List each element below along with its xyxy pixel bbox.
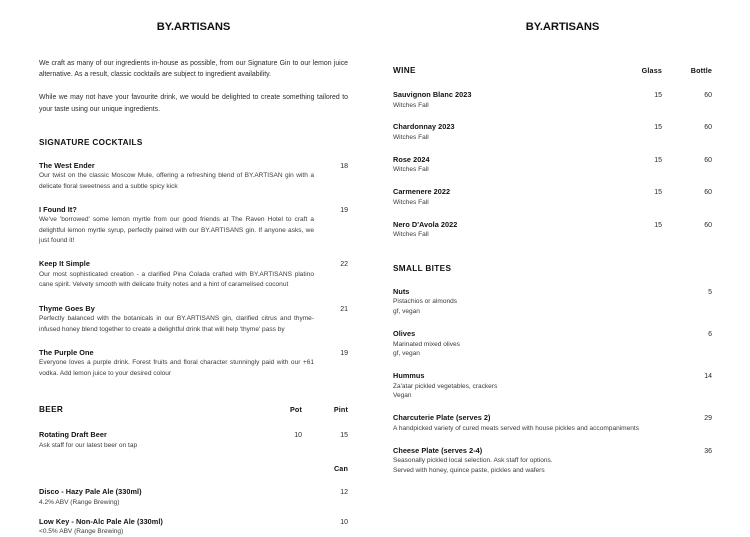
wine-producer: Witches Fall xyxy=(393,133,429,141)
wine-price-bottle: 60 xyxy=(704,124,712,132)
cocktail-price: 18 xyxy=(340,162,348,170)
intro-paragraph-1: We craft as many of our ingredients in-house as possible, from our Signature Gin to our lemon juice alternative. As a result, classic cocktails are subject to ingredient availability. xyxy=(39,60,348,79)
bite-description: Pistachios or almonds xyxy=(393,298,458,306)
bite-description: Seasonally pickled local selection. Ask staff for options. xyxy=(393,457,553,465)
cocktail-name: The West Ender xyxy=(39,160,95,170)
beer-name: Disco - Hazy Pale Ale (330ml) xyxy=(39,487,142,497)
cocktail-description: We've 'borrowed' some lemon myrtle from our good friends at The Raven Hotel to craft a delightful lemon myrtle syrup, perfectly paired with our BY.ARTISANS gin. If anyone asks, we just found it! xyxy=(39,216,314,245)
beer-title-row xyxy=(39,517,348,526)
cocktail-name: Keep It Simple xyxy=(39,259,90,269)
wine-title-row xyxy=(393,122,712,131)
menu-page-left xyxy=(0,0,375,536)
cocktail-title-row xyxy=(39,161,348,170)
column-header-can: Can xyxy=(333,464,348,474)
cocktail-description: Our most sophisticated creation - a clarified Pina Colada crafted with BY.ARTISANS platino cane spirit. Velvety smooth with delicate fruity notes and a hint of caramelised coconut xyxy=(39,270,314,289)
menu-item-beer-can xyxy=(39,517,348,537)
bite-title-row xyxy=(393,329,712,338)
cocktail-description: Everyone loves a purple drink. Forest fruits and floral character stunningly paid with our +61 vodka. Add lemon juice to your desired colour xyxy=(39,359,314,377)
beer-title-row xyxy=(39,487,348,496)
cocktail-name: Thyme Goes By xyxy=(39,303,95,313)
wine-title-row xyxy=(393,155,712,164)
wine-producer: Witches Fall xyxy=(393,101,429,109)
section-heading-small-bites xyxy=(393,264,712,273)
section-heading-signature-cocktails xyxy=(39,138,348,147)
section-heading-wine xyxy=(393,66,712,75)
bite-dietary-tags: gf, vegan xyxy=(393,308,420,316)
bite-name: Cheese Plate (serves 2-4) xyxy=(393,445,483,455)
section-title-text: SMALL BITES xyxy=(393,263,452,273)
menu-item-cocktail xyxy=(39,161,348,192)
bite-dietary-tags: Vegan xyxy=(393,392,412,400)
bite-title-row xyxy=(393,287,712,296)
cocktail-title-row xyxy=(39,205,348,214)
beer-price-can: 10 xyxy=(340,518,348,526)
beer-title-row xyxy=(39,430,348,439)
menu-item-wine xyxy=(393,90,712,110)
wine-price-bottle: 60 xyxy=(704,189,712,197)
bite-name: Charcuterie Plate (serves 2) xyxy=(393,413,491,423)
menu-item-cocktail xyxy=(39,304,348,335)
bite-price: 14 xyxy=(704,373,712,381)
wine-name: Chardonnay 2023 xyxy=(393,122,455,132)
menu-item-beer-tap xyxy=(39,430,348,450)
cocktail-price: 19 xyxy=(340,206,348,214)
beer-tap-list xyxy=(39,430,348,450)
section-title-text: BEER xyxy=(39,405,64,415)
wine-title-row xyxy=(393,90,712,99)
small-bites-list xyxy=(393,287,712,476)
bite-name: Olives xyxy=(393,329,416,339)
wine-title-row xyxy=(393,187,712,196)
cocktail-name: The Purple One xyxy=(39,347,94,357)
cocktail-title-row xyxy=(39,348,348,357)
beer-price-pint: 15 xyxy=(340,432,348,440)
bite-dietary-tags: Served with honey, quince paste, pickles and wafers xyxy=(393,466,545,474)
wine-price-glass: 15 xyxy=(654,221,662,229)
wine-producer: Witches Fall xyxy=(393,231,429,239)
beer-name: Low Key - Non-Alc Pale Ale (330ml) xyxy=(39,516,163,526)
menu-item-cocktail xyxy=(39,348,348,379)
wine-price-bottle: 60 xyxy=(704,92,712,99)
cocktail-price: 19 xyxy=(340,349,348,357)
beer-description: 4.2% ABV (Range Brewing) xyxy=(39,498,120,506)
bite-price: 36 xyxy=(704,447,712,455)
cocktail-list xyxy=(39,161,348,379)
cocktail-price: 21 xyxy=(340,305,348,313)
column-header-pint: Pint xyxy=(333,405,348,415)
beer-description: <0.5% ABV (Range Brewing) xyxy=(39,528,124,536)
menu-item-wine xyxy=(393,155,712,175)
column-header-pot: Pot xyxy=(289,405,302,415)
wine-title-row xyxy=(393,220,712,229)
menu-item-wine xyxy=(393,187,712,207)
brand-title-left: BY.ARTISANS xyxy=(156,21,231,33)
bite-price: 6 xyxy=(708,331,712,339)
bite-price: 29 xyxy=(704,415,712,423)
bite-name: Hummus xyxy=(393,371,425,381)
column-header-can-row xyxy=(39,464,348,473)
bite-name: Nuts xyxy=(393,286,410,296)
menu-page-right xyxy=(375,0,750,519)
menu-item-small-bite xyxy=(393,287,712,317)
cocktail-price: 22 xyxy=(340,261,348,269)
wine-name: Sauvignon Blanc 2023 xyxy=(393,90,472,99)
brand-title-right: BY.ARTISANS xyxy=(525,21,600,33)
bite-description: A handpicked variety of cured meats served with house pickles and accompaniments xyxy=(393,424,640,432)
bite-title-row xyxy=(393,413,712,422)
cocktail-description: Our twist on the classic Moscow Mule, offering a refreshing blend of BY.ARTISAN gin with a delicate floral sweetness and a subtle spicy kick xyxy=(39,172,314,190)
bite-description: Marinated mixed olives xyxy=(393,340,460,348)
menu-item-small-bite xyxy=(393,371,712,401)
beer-price-can: 12 xyxy=(340,489,348,497)
wine-name: Rose 2024 xyxy=(393,154,430,164)
menu-item-wine xyxy=(393,122,712,142)
wine-price-bottle: 60 xyxy=(704,156,712,164)
cocktail-title-row xyxy=(39,259,348,268)
wine-producer: Witches Fall xyxy=(393,198,429,206)
wine-list xyxy=(393,90,712,240)
bite-title-row xyxy=(393,446,712,455)
wine-price-glass: 15 xyxy=(654,92,662,99)
column-header-bottle: Bottle xyxy=(690,66,712,75)
menu-item-cocktail xyxy=(39,259,348,290)
menu-item-beer-can xyxy=(39,487,348,507)
beer-can-list xyxy=(39,487,348,537)
cocktail-name: I Found It? xyxy=(39,204,77,214)
menu-item-wine xyxy=(393,220,712,240)
wine-price-bottle: 60 xyxy=(704,221,712,229)
beer-name: Rotating Draft Beer xyxy=(39,430,107,440)
beer-price-pot: 10 xyxy=(294,432,302,440)
cocktail-description: Perfectly balanced with the botanicals in our BY.ARTISANS gin, clarified citrus and thyme-infused honey blend together to create a delightful drink that will help 'thyme' pass by xyxy=(39,315,314,333)
bite-dietary-tags: gf, vegan xyxy=(393,350,420,358)
section-heading-beer xyxy=(39,405,348,414)
cocktail-title-row xyxy=(39,304,348,313)
wine-producer: Witches Fall xyxy=(393,166,429,174)
intro-block xyxy=(39,58,348,115)
section-title-text: SIGNATURE COCKTAILS xyxy=(39,137,143,147)
wine-price-glass: 15 xyxy=(654,124,662,132)
intro-paragraph-2: While we may not have your favourite drink, we would be delighted to create something tailored to your taste using our unique ingredients. xyxy=(39,94,348,113)
beer-description: Ask staff for our latest beer on tap xyxy=(39,441,138,449)
bite-description: Za'atar pickled vegetables, crackers xyxy=(393,382,498,390)
section-title-text: WINE xyxy=(393,66,416,75)
column-header-glass: Glass xyxy=(641,66,662,75)
wine-price-glass: 15 xyxy=(654,156,662,164)
menu-item-cocktail xyxy=(39,205,348,247)
wine-name: Nero D'Avola 2022 xyxy=(393,219,458,229)
bite-title-row xyxy=(393,371,712,380)
menu-item-small-bite xyxy=(393,446,712,476)
wine-name: Carmenere 2022 xyxy=(393,187,451,197)
wine-price-glass: 15 xyxy=(654,189,662,197)
menu-item-small-bite xyxy=(393,329,712,359)
menu-item-small-bite xyxy=(393,413,712,433)
bite-price: 5 xyxy=(708,288,712,296)
